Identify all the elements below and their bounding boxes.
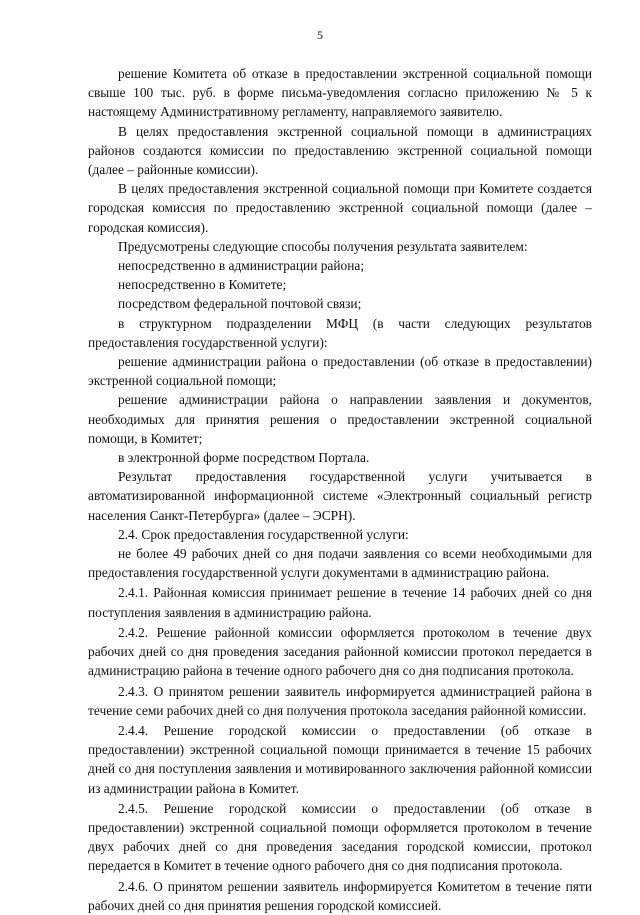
list-item-mfc: в структурном подразделении МФЦ (в части следующих результатов предоставления государственной услуги): <box>88 315 592 350</box>
clause-2-4-2: 2.4.2. Решение районной комиссии оформляется протоколом в течение двух рабочих дней со дня проведения заседания районной комиссии протокол передается в администрацию района в течение одного рабочего дня со дня подписания протокола. <box>88 624 592 679</box>
page-number: 5 <box>317 28 323 42</box>
section-heading-2-4: 2.4. Срок предоставления государственной услуги: <box>118 526 409 542</box>
list-item-postal: посредством федеральной почтовой связи; <box>118 296 362 312</box>
paragraph-city-commission: В целях предоставления экстренной социальной помощи при Комитете создается городская комиссия по предоставлению экстренной социальной помощи (далее – городская комиссия). <box>88 181 592 235</box>
list-item-referral-decision: решение администрации района о направлении заявления и документов, необходимых для принятия решения о предоставлении экстренной социальной помощи, в Комитет; <box>88 392 592 446</box>
paragraph-esrn: Результат предоставления государственной услуги учитывается в автоматизированной информационной системе «Электронный социальный регистр населения Санкт-Петербурга» (далее – ЭСРН). <box>88 469 592 523</box>
list-item-district-decision: решение администрации района о предоставлении (об отказе в предоставлении) экстренной социальной помощи; <box>88 354 592 389</box>
list-item-committee: непосредственно в Комитете; <box>118 277 287 293</box>
paragraph-district-commissions: В целях предоставления экстренной социальной помощи в администрациях районов создаются комиссии по предоставлению экстренной социальной помощи (далее – районные комиссии). <box>88 123 592 178</box>
clause-2-4-5: 2.4.5. Решение городской комиссии о предоставлении (об отказе в предоставлении) экстренной социальной помощи оформляется протоколом в течение двух рабочих дней со дня проведения заседания городской комиссии, протокол передается в Комитет в течение одного рабочего дня со дня подписания протокола. <box>88 800 592 874</box>
clause-2-4-6: 2.4.6. О принятом решении заявитель информируется Комитетом в течение пяти рабочих дней со дня принятия решения городской комиссией. <box>88 878 592 913</box>
clause-2-4-1: 2.4.1. Районная комиссия принимает решение в течение 14 рабочих дней со дня поступления заявления в администрацию района. <box>88 585 592 620</box>
paragraph-refusal-decision: решение Комитета об отказе в предоставлении экстренной социальной помощи свыше 100 тыс. руб. в форме письма-уведомления согласно приложению № 5 к настоящему Административному регламенту, направляемого заявителю. <box>88 66 592 120</box>
paragraph-result-methods: Предусмотрены следующие способы получения результата заявителем: <box>118 238 528 254</box>
clause-2-4-3: 2.4.3. О принятом решении заявитель информируется администрацией района в течение семи рабочих дней со дня получения протокола заседания районной комиссии. <box>88 683 592 718</box>
list-item-portal: в электронной форме посредством Портала. <box>118 450 370 466</box>
list-item-district-admin: непосредственно в администрации района; <box>118 258 365 274</box>
paragraph-49-days: не более 49 рабочих дней со дня подачи заявления со всеми необходимыми для предоставления государственной услуги документами в администрацию района. <box>88 546 592 581</box>
clause-2-4-4: 2.4.4. Решение городской комиссии о предоставлении (об отказе в предоставлении) экстренной социальной помощи принимается в течение 15 рабочих дней со дня поступления заявления и мотивированного заключения районной комиссии из администрации района в Комитет. <box>88 722 592 796</box>
document-body <box>88 64 592 915</box>
